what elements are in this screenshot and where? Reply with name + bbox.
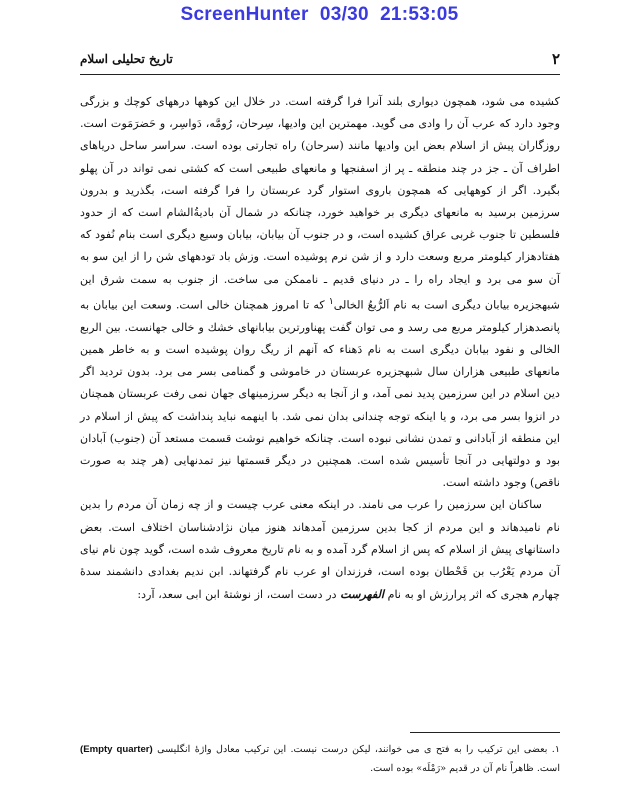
footnote-divider	[410, 732, 560, 733]
footnote	[80, 740, 560, 778]
paragraph-2	[80, 494, 560, 606]
footnote-reference: ۱	[328, 295, 334, 307]
paragraph-1	[80, 91, 560, 494]
paragraph-1-text: كشيده مى شود، همچون ديوارى بلند آنرا فرا گرفته است. در خلال اين كوهها درههاى كوچك و بزرگى وجود دارد كه عرب آن را وادى مى گويد. مهمترين اين واديها، سِرحان، رُومَّه، دَواسِر، و حَضرَمَوت است. روزگاران پيش از اسلام بعض اين واديها مانند (سرحان) راه تجارتى بوده است. سراسر ساحل درياهاى اطراف آن ـ جز در چند منطقه ـ پر از اسفنجها و مانعهاى طبيعى است كه كشتى نمى تواند در آن پهلو بگيرد. اگر از كوههايى كه همچون باروى استوار گرد عربستان را فرا گرفته است، بگذريد و بدرون سرزمين برسيد به مانعهاى ديگرى بر خواهيد خورد، چنانكه در شمال آن باديةُالشام است كه از حدود فلسطين تا جنوب غربى عراق كشيده است، و در جنوب آن بيابان، بيابان وسيع ديگرى است بنام نُفود كه هفتادهزار كيلومتر مربع وسعت دارد و از شن نرم پوشيده است. وزش باد تودههاى شن را از اين سو به آن سو مى برد و ايجاد راه را ـ در دنياى قديم ـ ناممكن مى ساخت. از جنوب به سمت شرق اين شبهجزيره بيابان ديگرى است به نام اَلرُّبعُ الخالى	[80, 95, 560, 312]
page-number: ۲	[551, 50, 560, 68]
running-header	[80, 50, 560, 75]
footnote-text-end: است. ظاهراً نام آن در قديم «رَمْلَه» بوده است.	[370, 763, 560, 774]
paragraph-2-end: در دست است، از نوشتهٔ ابن ابى سعد، آرد:	[137, 588, 341, 602]
screenhunter-watermark	[0, 4, 639, 26]
watermark-date: 03/30	[319, 4, 369, 25]
footnote-english-term: (Empty quarter)	[80, 744, 153, 755]
book-title-reference: الفهرست	[340, 587, 385, 602]
book-title-header: تاريخ تحليلى اسلام	[80, 52, 173, 66]
body-text	[80, 91, 560, 606]
paragraph-1-continuation: كه تا امروز همچنان خالى است. وسعت اين بيابان به پانصدهزار كيلومتر مربع مى رسد و مى توان گفت پهناورترين بيابانهاى خشك و خالى جهانست. بين الربع الخالى و نفود بيابان ديگرى است به نام دَهناء كه آنهم از ريگ روان پوشيده است و به خاطر همين مانعهاى طبيعى هزاران سال شبهجزيره عربستان در خاموشى و گمنامى بسر مى برد. بدون ترديد اگر دين اسلام در اين سرزمين پديد نمى آمد، و از آنجا به ديگر سرزمينهاى جهان نمى رفت عربستان همچنان در انزوا بسر مى برد، و يا اينكه توجه چندانى بدان نمى شد. با اينهمه نبايد پنداشت كه پيش از اسلام در اين منطقه از آبادانى و تمدن نشانى نبوده است. چنانكه خواهيم نوشت قسمت مستعد آن (جنوب) آبادان بود و دولتهايى در آنجا تأسيس شده است. همچنين در ديگر قسمتها نيز تمدنهايى (هر چند به صورت ناقص) وجود داشته است.	[80, 298, 560, 490]
footnote-text: ۱. بعضى اين تركيب را به فتح ى مى خوانند، ليكن درست نيست. اين تركيب معادل واژهٔ انگليسى	[152, 744, 560, 755]
watermark-app: ScreenHunter	[180, 4, 309, 25]
watermark-time: 21:53:05	[380, 4, 459, 25]
paragraph-2-text: ساكنان اين سرزمين را عرب مى نامند. در اينكه معنى عرب چيست و از چه زمان آن مردم را بدين نام ناميدهاند و اين مردم از كجا بدين سرزمين آمدهاند هنوز ميان نژادشناسان اختلاف است. بعض داستانهاى پيش از اسلام كه پس از اسلام گرد آمده و به نام تاريخ معروف شده است، گويد چون نام نياى آن مردم يَعْرُب بن قَحْطان بوده است، فرزندان او عرب نام گرفتهاند. ابن نديم بغدادى دانشمند سدهٔ چهارم هجرى كه اثر پرارزش او به نام	[80, 498, 560, 602]
book-page	[80, 50, 560, 785]
